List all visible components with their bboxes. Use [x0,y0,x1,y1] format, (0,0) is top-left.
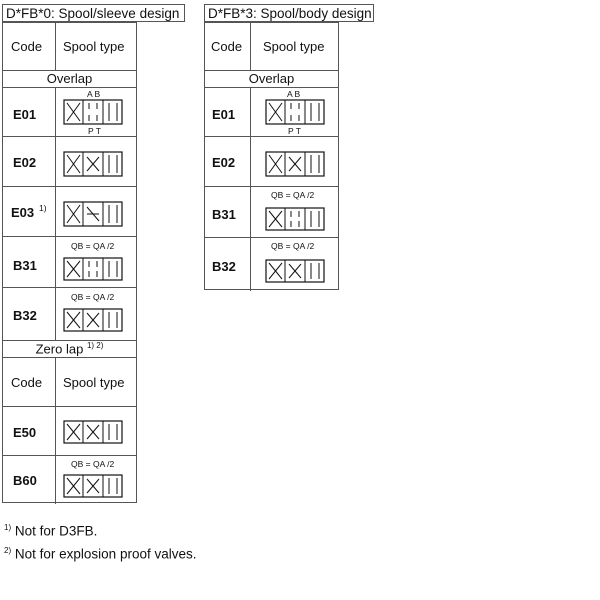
spool-symbol-icon [265,99,325,125]
code-cell: B32 [212,259,236,274]
row-divider [3,287,136,288]
section-zero-lap-label: Zero lap [35,341,84,357]
spool-symbol-icon [265,151,325,177]
footnote-text: Not for explosion proof valves. [14,546,197,561]
row-divider [205,136,338,137]
header-code: Code [211,39,243,54]
row-divider [205,186,338,187]
row-divider [205,237,338,238]
col-divider [55,87,56,340]
header-spool-type: Spool type [263,39,325,54]
spool-symbol-icon [63,308,123,332]
row-divider [3,455,136,456]
right-table [204,22,339,290]
row-divider [3,136,136,137]
spool-symbol-icon [63,420,123,444]
code-cell: B32 [13,308,37,323]
flow-equation: QB = QA /2 [271,190,315,200]
code-cell: E02 [212,155,236,170]
header-spool-type: Spool type [63,39,125,54]
col-divider [250,23,251,70]
header-code: Code [11,39,43,54]
left-title-box [2,4,185,22]
footnotes [4,518,196,563]
left-table [2,22,137,503]
code-cell: E01 [212,107,236,122]
flow-equation: QB = QA /2 [71,459,115,469]
code-cell: E50 [13,425,37,440]
port-label-top: A B [87,89,101,99]
footnote-mark: 1) [4,523,12,532]
right-title-box [204,4,374,22]
row-divider [3,236,136,237]
spool-symbol-icon [63,257,123,281]
code-cell: E03 [11,205,35,220]
spool-symbol-icon [63,99,123,125]
header-spool-type: Spool type [63,375,125,390]
right-title: D*FB*3: Spool/body design [208,6,372,21]
spool-symbol-icon [265,259,325,283]
col-divider [55,357,56,504]
code-cell: B31 [212,207,236,222]
row-divider [3,357,136,358]
flow-equation: QB = QA /2 [71,241,115,251]
header-code: Code [11,375,43,390]
footnote-1 [4,518,196,541]
footnote-mark: 1) 2) [86,341,104,350]
code-cell: B31 [13,258,37,273]
footnote-mark: 2) [4,545,12,555]
section-zero-lap [3,341,136,356]
section-overlap: Overlap [248,71,295,86]
row-divider [205,87,338,88]
footnote-mark: 1) [39,203,47,213]
footnote-2 [4,541,196,564]
flow-equation: QB = QA /2 [71,292,115,302]
spool-symbol-icon [63,201,123,227]
section-overlap: Overlap [46,71,93,86]
row-divider [3,186,136,187]
footnote-text: Not for D3FB. [14,523,98,539]
spool-symbol-icon [63,151,123,177]
spool-symbol-icon [265,207,325,231]
code-cell: B60 [13,473,37,488]
flow-equation: QB = QA /2 [271,241,315,251]
col-divider [55,23,56,70]
code-cell: E02 [13,155,37,170]
spool-symbol-icon [63,474,123,498]
port-label-top: A B [287,89,301,99]
row-divider [3,406,136,407]
port-label-bottom: P T [88,126,101,136]
code-cell: E01 [13,107,37,122]
col-divider [250,87,251,291]
left-title: D*FB*0: Spool/sleeve design [6,6,180,21]
row-divider [3,87,136,88]
port-label-bottom: P T [288,126,301,136]
